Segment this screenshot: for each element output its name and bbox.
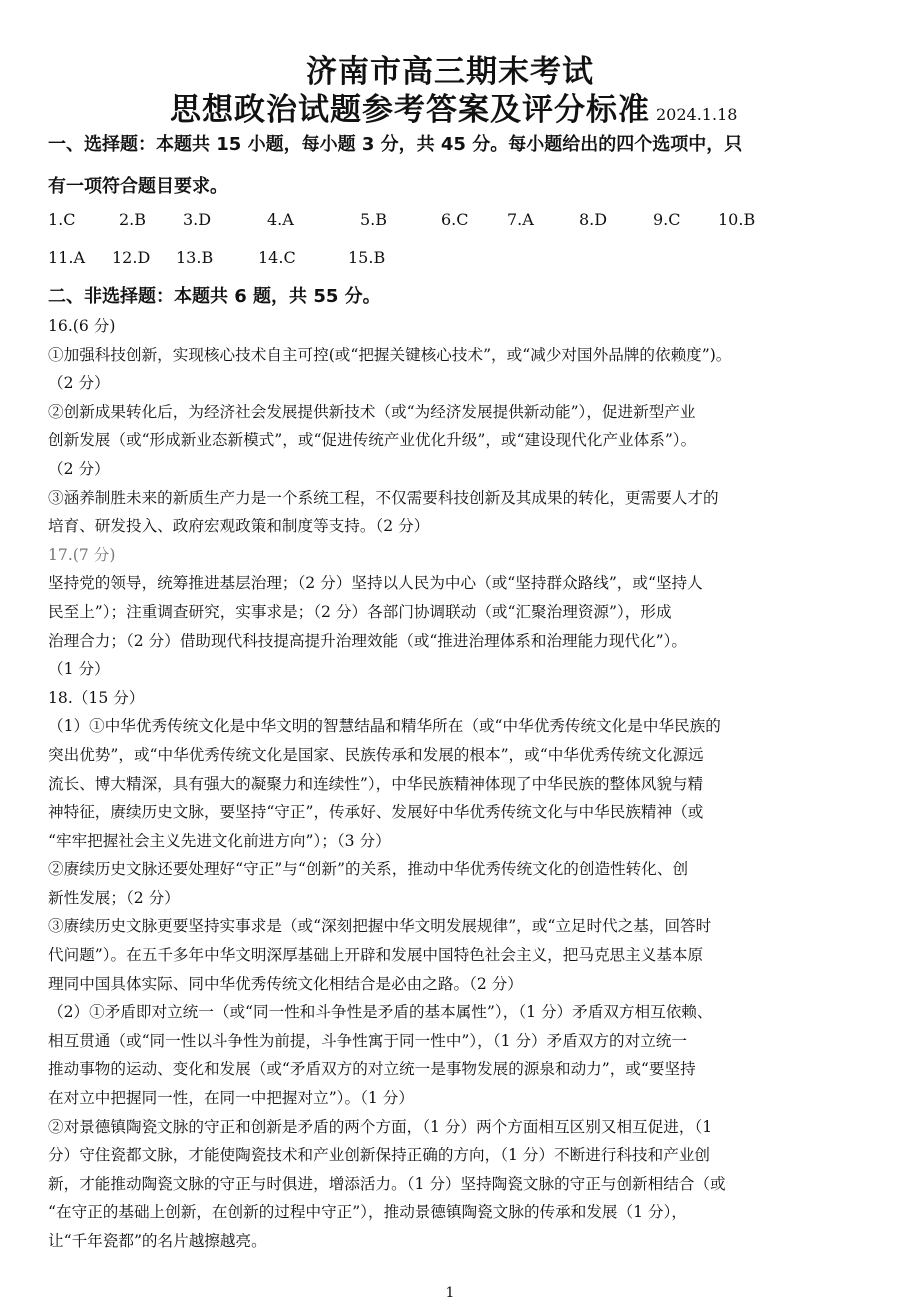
- answer-line: ②赓续历史文脉还要处理好“守正”与“创新”的关系，推动中华优秀传统文化的创造性转化、创: [48, 860, 689, 879]
- answer-line: ①加强科技创新，实现核心技术自主可控(或“把握关键核心技术”，或“减少对国外品牌的依赖度”)。: [48, 345, 732, 364]
- answer-item: 15.B: [348, 248, 386, 267]
- q18-heading: 18.（15 分）: [48, 688, 145, 707]
- answer-line: 突出优势”，或“中华优秀传统文化是国家、民族传承和发展的根本”，或“中华优秀传统文化源远: [48, 745, 704, 764]
- answer-item: 5.B: [360, 210, 388, 229]
- answer-line: “在守正的基础上创新，在创新的过程中守正”），推动景德镇陶瓷文脉的传承和发展（1 分），: [48, 1203, 687, 1222]
- answer-line: 流长、博大精深，具有强大的凝聚力和连续性”），中华民族精神体现了中华民族的整体风貌与精: [48, 774, 704, 793]
- section1-heading-line1: 一、选择题：本题共 15 小题，每小题 3 分，共 45 分。每小题给出的四个选项中，只: [48, 134, 743, 155]
- answer-item: 14.C: [258, 248, 296, 267]
- multiple-choice-answers: [48, 210, 828, 286]
- answer-line: 相互贯通（或“同一性以斗争性为前提，斗争性寓于同一性中”），（1 分）矛盾双方的对立统一: [48, 1031, 687, 1050]
- answer-item: 3.D: [183, 210, 212, 229]
- document-title: 济南市高三期末考试: [306, 54, 594, 90]
- answer-item: 8.D: [579, 210, 608, 229]
- answer-line: 推动事物的运动、变化和发展（或“矛盾双方的对立统一是事物发展的源泉和动力”，或“要坚持: [48, 1060, 696, 1079]
- answer-line: ③赓续历史文脉更要坚持实事求是（或“深刻把握中华文明发展规律”，或“立足时代之基，回答时: [48, 917, 712, 936]
- answer-line: 民至上”）；注重调查研究，实事求是；（2 分）各部门协调联动（或“汇聚治理资源”），形成: [48, 602, 672, 621]
- answer-item: 13.B: [176, 248, 214, 267]
- answer-item: 10.B: [718, 210, 756, 229]
- section2-answers: [48, 312, 866, 1256]
- answer-line: 让“千年瓷都”的名片越擦越亮。: [48, 1232, 267, 1250]
- answer-line: 分）守住瓷都文脉，才能使陶瓷技术和产业创新保持正确的方向，（1 分）不断进行科技和产业创: [48, 1146, 711, 1165]
- answer-line: 培育、研发投入、政府宏观政策和制度等支持。（2 分）: [48, 517, 430, 536]
- document-subtitle: [170, 84, 737, 129]
- answer-row-1: [48, 210, 828, 248]
- answer-line: ②对景德镇陶瓷文脉的守正和创新是矛盾的两个方面，（1 分）两个方面相互区别又相互促进，（1: [48, 1117, 713, 1136]
- answer-line: 理同中国具体实际、同中华优秀传统文化相结合是必由之路。（2 分）: [48, 974, 523, 993]
- answer-line: 坚持党的领导，统筹推进基层治理；（2 分）坚持以人民为中心（或“坚持群众路线”，或“坚持人: [48, 574, 703, 593]
- q17-heading: 17.(7 分): [48, 545, 116, 564]
- score-note: （2 分）: [48, 374, 110, 393]
- answer-item: 12.D: [112, 248, 151, 267]
- answer-line: 新性发展；（2 分）: [48, 888, 180, 907]
- answer-item: 6.C: [441, 210, 469, 229]
- answer-item: 9.C: [653, 210, 681, 229]
- section1-heading-line2: 有一项符合题目要求。: [48, 176, 228, 197]
- score-note: （1 分）: [48, 660, 110, 679]
- answer-line: ③涵养制胜未来的新质生产力是一个系统工程，不仅需要科技创新及其成果的转化，更需要人才的: [48, 488, 719, 507]
- answer-item: 11.A: [48, 248, 85, 267]
- answer-line: （2）①矛盾即对立统一（或“同一性和斗争性是矛盾的基本属性”），（1 分）矛盾双方相互依赖、: [48, 1003, 713, 1022]
- section1-heading: [48, 124, 858, 208]
- answer-item: 1.C: [48, 210, 76, 229]
- page-number: 1: [445, 1285, 455, 1301]
- answer-line: 在对立中把握同一性，在同一中把握对立”）。（1 分）: [48, 1089, 414, 1108]
- score-note: （2 分）: [48, 459, 110, 478]
- answer-line: 神特征，赓续历史文脉，要坚持“守正”，传承好、发展好中华优秀传统文化与中华民族精神（或: [48, 803, 704, 822]
- section2-heading: 二、非选择题：本题共 6 题，共 55 分。: [48, 286, 381, 307]
- answer-item: 2.B: [119, 210, 147, 229]
- subtitle-text: 思想政治试题参考答案及评分标准: [170, 92, 650, 128]
- answer-item: 7.A: [507, 210, 534, 229]
- answer-line: 治理合力；（2 分）借助现代科技提高提升治理效能（或“推进治理体系和治理能力现代化”）。: [48, 631, 687, 650]
- answer-line: 代问题”）。在五千多年中华文明深厚基础上开辟和发展中国特色社会主义，把马克思主义基本原: [48, 946, 704, 965]
- answer-item: 4.A: [267, 210, 294, 229]
- answer-line: （1）①中华优秀传统文化是中华文明的智慧结晶和精华所在（或“中华优秀传统文化是中华民族的: [48, 717, 721, 736]
- q16-heading: 16.(6 分): [48, 317, 116, 335]
- answer-line: ②创新成果转化后，为经济社会发展提供新技术（或“为经济发展提供新动能”），促进新型产业: [48, 402, 696, 421]
- exam-date: 2024.1.18: [656, 105, 738, 124]
- answer-line: 新，才能推动陶瓷文脉的守正与时俱进，增添活力。（1 分）坚持陶瓷文脉的守正与创新相结合（或: [48, 1174, 726, 1193]
- answer-line: 创新发展（或“形成新业态新模式”，或“促进传统产业优化升级”，或“建设现代化产业体系”）。: [48, 431, 697, 450]
- answer-line: “牢牢把握社会主义先进文化前进方向”）；（3 分）: [48, 831, 391, 850]
